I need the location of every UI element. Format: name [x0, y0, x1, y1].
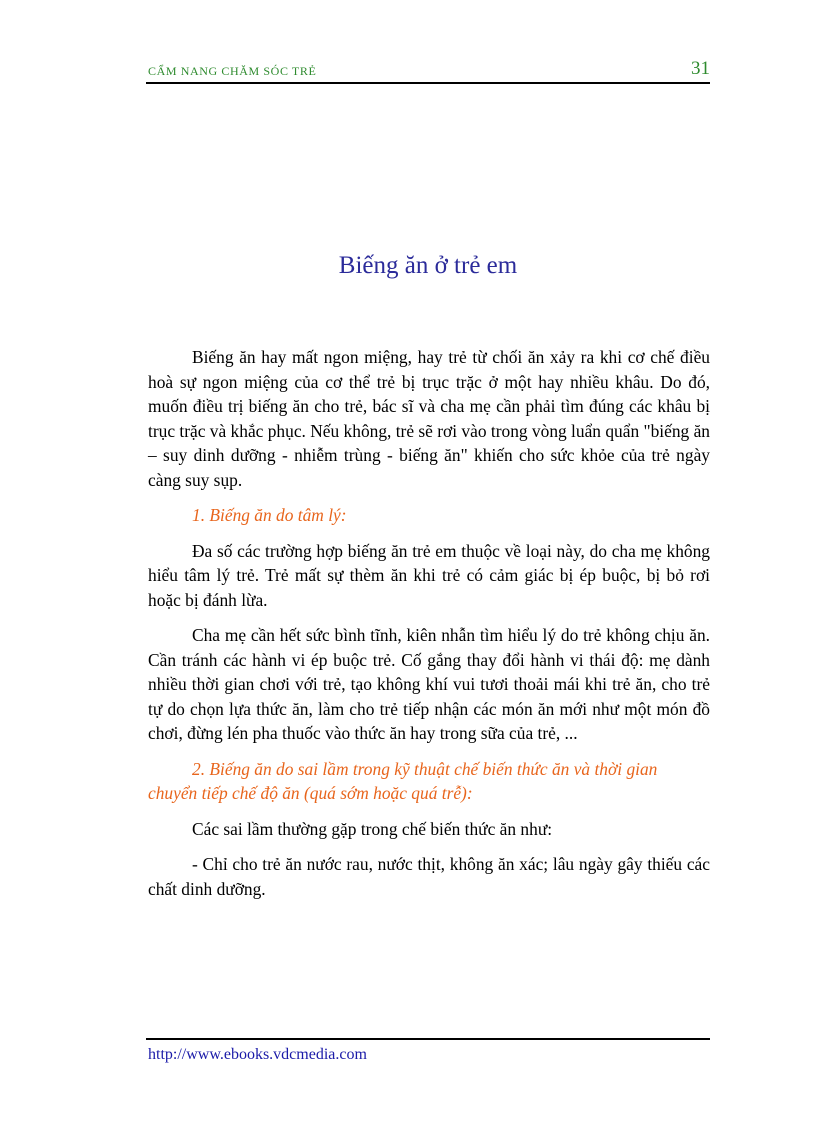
section-1-paragraph-1: Đa số các trường hợp biếng ăn trẻ em thuộc về loại này, do cha mẹ không hiểu tâm lý trẻ. Trẻ mất sự thèm ăn khi trẻ có cảm giác bị ép buộc, bị bỏ rơi hoặc bị đánh lừa. [148, 540, 710, 610]
page-header [146, 56, 710, 84]
section-2-paragraph-1: Các sai lầm thường gặp trong chế biến thức ăn như: [192, 818, 553, 839]
section-heading-1: 1. Biếng ăn do tâm lý: [192, 505, 347, 525]
footer-website-link[interactable]: http://www.ebooks.vdcmedia.com [148, 1046, 367, 1063]
intro-paragraph: Biếng ăn hay mất ngon miệng, hay trẻ từ chối ăn xảy ra khi cơ chế điều hoà sự ngon miệng của cơ thể trẻ bị trục trặc ở một hay nhiều khâu. Do đó, muốn điều trị biếng ăn cho trẻ, bác sĩ và cha mẹ cần phải tìm đúng các khâu bị trục trặc và khắc phục. Nếu không, trẻ sẽ rơi vào trong vòng luẩn quẩn "biếng ăn – suy dinh dưỡng - nhiễm trùng - biếng ăn" khiến cho sức khỏe của trẻ ngày càng suy sụp. [148, 347, 710, 490]
page-footer [146, 1038, 710, 1063]
article-title: Biếng ăn ở trẻ em [338, 252, 518, 279]
section-heading-2: 2. Biếng ăn do sai lầm trong kỹ thuật chế biến thức ăn và thời gian chuyển tiếp chế độ ăn (quá sớm hoặc quá trễ): [148, 758, 658, 803]
book-title: CẨM NANG CHĂM SÓC TRẺ [148, 64, 317, 78]
article-body [148, 345, 710, 912]
section-2-list-item: - Chỉ cho trẻ ăn nước rau, nước thịt, không ăn xác; lâu ngày gây thiếu các chất dinh dưỡng. [148, 854, 710, 899]
page-number: 31 [691, 58, 710, 79]
section-1-paragraph-2: Cha mẹ cần hết sức bình tĩnh, kiên nhẫn tìm hiểu lý do trẻ không chịu ăn. Cần tránh các hành vi ép buộc trẻ. Cố gắng thay đổi hành vi thái độ: mẹ dành nhiều thời gian chơi với trẻ, tạo không khí vui tươi thoải mái khi trẻ ăn, cho trẻ tự do chọn lựa thức ăn, làm cho trẻ tiếp nhận các món ăn mới như một món đồ chơi, đừng lén pha thuốc vào thức ăn hay trong sữa của trẻ, ... [148, 625, 710, 743]
